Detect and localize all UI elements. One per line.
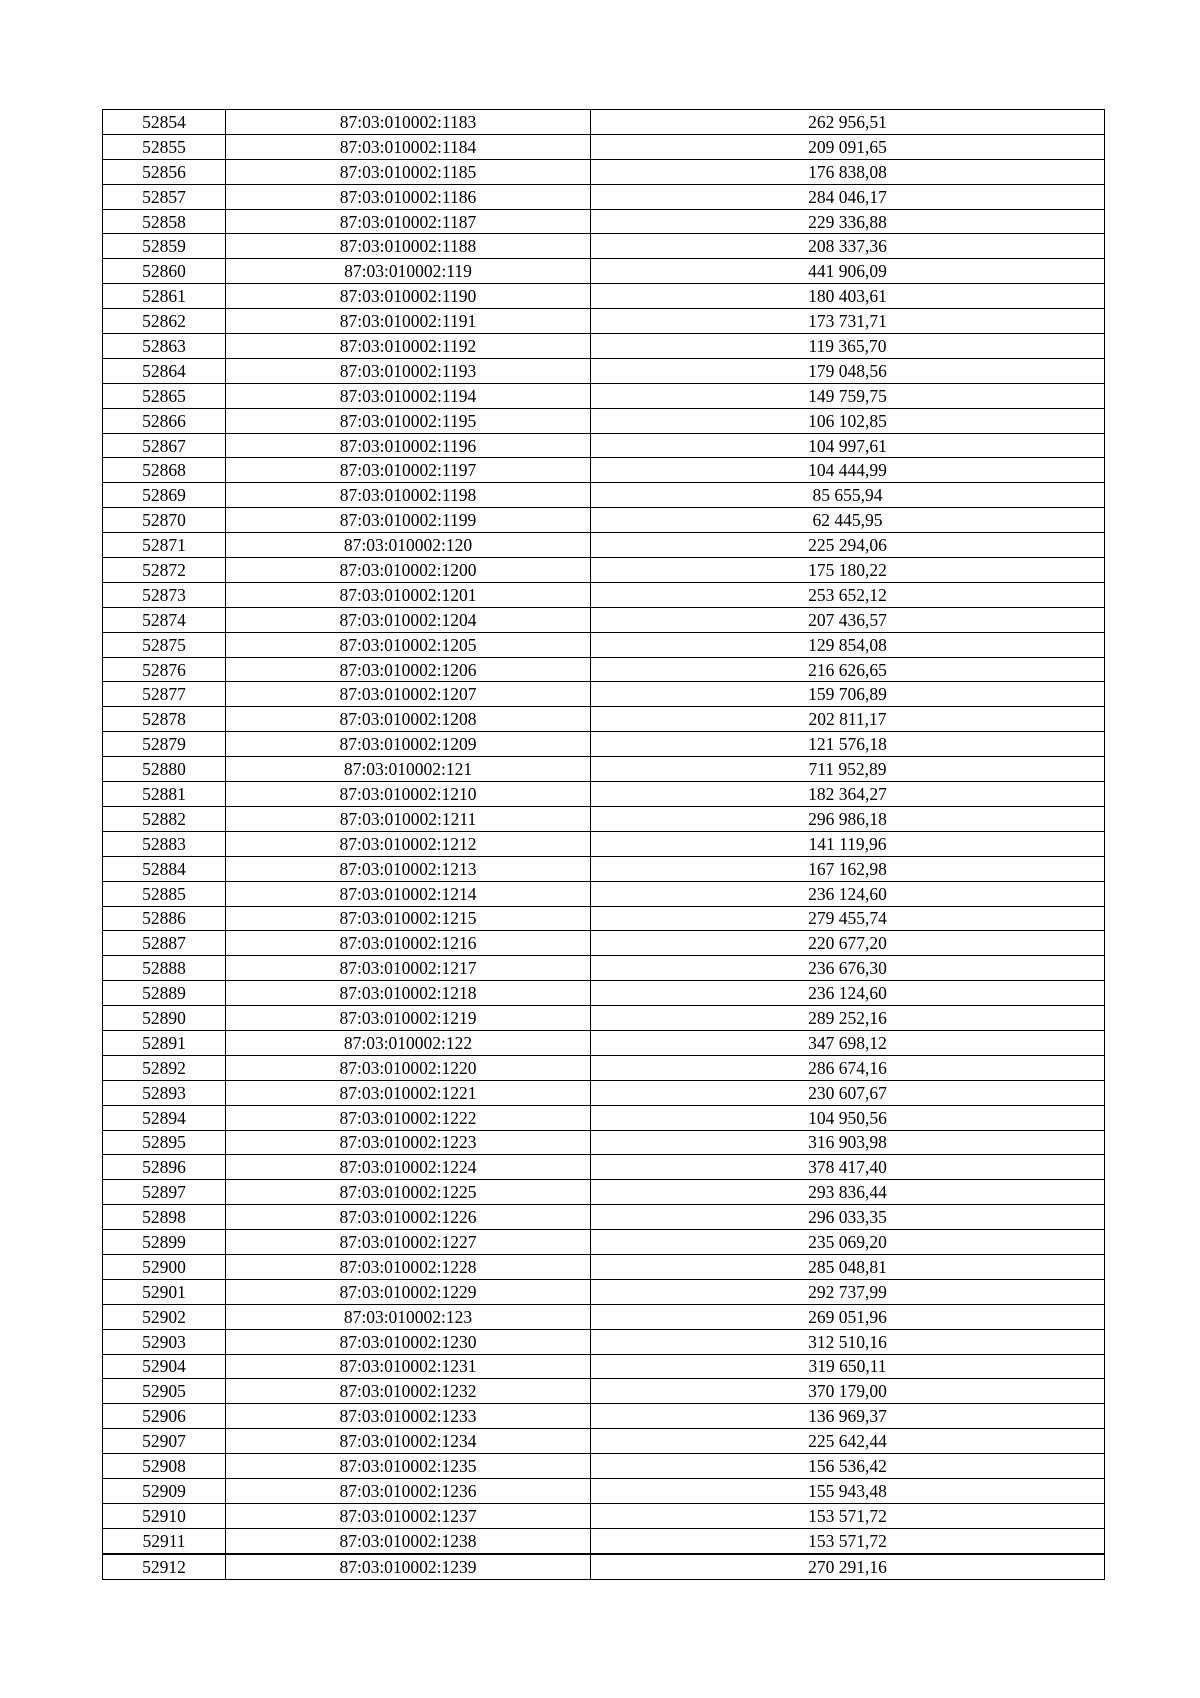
row-number-cell: 52868 <box>103 458 226 483</box>
row-number-cell: 52889 <box>103 981 226 1006</box>
row-number-cell: 52896 <box>103 1155 226 1180</box>
table-row <box>103 1180 1105 1205</box>
table-row <box>103 558 1105 583</box>
cadastral-number-cell: 87:03:010002:1201 <box>226 582 591 607</box>
cadastral-number-cell: 87:03:010002:1210 <box>226 782 591 807</box>
value-cell: 167 162,98 <box>591 856 1105 881</box>
table-row <box>103 1478 1105 1503</box>
cadastral-number-cell: 87:03:010002:1207 <box>226 682 591 707</box>
table-row <box>103 806 1105 831</box>
table-row <box>103 533 1105 558</box>
row-number-cell: 52903 <box>103 1329 226 1354</box>
table-row <box>103 284 1105 309</box>
value-cell: 85 655,94 <box>591 483 1105 508</box>
row-number-cell: 52894 <box>103 1105 226 1130</box>
row-number-cell: 52864 <box>103 358 226 383</box>
value-cell: 156 536,42 <box>591 1454 1105 1479</box>
cadastral-number-cell: 87:03:010002:1236 <box>226 1478 591 1503</box>
row-number-cell: 52857 <box>103 184 226 209</box>
value-cell: 106 102,85 <box>591 408 1105 433</box>
table-row <box>103 931 1105 956</box>
row-number-cell: 52899 <box>103 1230 226 1255</box>
row-number-cell: 52862 <box>103 309 226 334</box>
table-row <box>103 1329 1105 1354</box>
row-number-cell: 52879 <box>103 732 226 757</box>
value-cell: 296 986,18 <box>591 806 1105 831</box>
row-number-cell: 52912 <box>103 1554 226 1579</box>
cadastral-number-cell: 87:03:010002:1205 <box>226 632 591 657</box>
row-number-cell: 52871 <box>103 533 226 558</box>
cadastral-number-cell: 87:03:010002:1208 <box>226 707 591 732</box>
row-number-cell: 52872 <box>103 558 226 583</box>
value-cell: 289 252,16 <box>591 1006 1105 1031</box>
row-number-cell: 52885 <box>103 881 226 906</box>
table-row <box>103 607 1105 632</box>
table-row <box>103 782 1105 807</box>
value-cell: 312 510,16 <box>591 1329 1105 1354</box>
cadastral-number-cell: 87:03:010002:1225 <box>226 1180 591 1205</box>
value-cell: 159 706,89 <box>591 682 1105 707</box>
row-number-cell: 52870 <box>103 508 226 533</box>
table-row <box>103 433 1105 458</box>
table-row <box>103 1254 1105 1279</box>
row-number-cell: 52866 <box>103 408 226 433</box>
cadastral-number-cell: 87:03:010002:1206 <box>226 657 591 682</box>
row-number-cell: 52882 <box>103 806 226 831</box>
cadastral-number-cell: 87:03:010002:1224 <box>226 1155 591 1180</box>
table-row <box>103 458 1105 483</box>
value-cell: 119 365,70 <box>591 334 1105 359</box>
row-number-cell: 52897 <box>103 1180 226 1205</box>
cadastral-number-cell: 87:03:010002:1209 <box>226 732 591 757</box>
cadastral-number-cell: 87:03:010002:1195 <box>226 408 591 433</box>
row-number-cell: 52865 <box>103 383 226 408</box>
cadastral-number-cell: 87:03:010002:1232 <box>226 1379 591 1404</box>
table-row <box>103 508 1105 533</box>
table-row <box>103 1503 1105 1528</box>
value-cell: 292 737,99 <box>591 1279 1105 1304</box>
value-cell: 216 626,65 <box>591 657 1105 682</box>
cadastral-number-cell: 87:03:010002:120 <box>226 533 591 558</box>
table-row <box>103 1304 1105 1329</box>
value-cell: 235 069,20 <box>591 1230 1105 1255</box>
cadastral-number-cell: 87:03:010002:1223 <box>226 1130 591 1155</box>
cadastral-number-cell: 87:03:010002:1185 <box>226 159 591 184</box>
value-cell: 284 046,17 <box>591 184 1105 209</box>
cadastral-number-cell: 87:03:010002:1183 <box>226 110 591 135</box>
table-row <box>103 259 1105 284</box>
table-row <box>103 956 1105 981</box>
table-row <box>103 856 1105 881</box>
value-cell: 202 811,17 <box>591 707 1105 732</box>
table-row <box>103 1130 1105 1155</box>
row-number-cell: 52859 <box>103 234 226 259</box>
row-number-cell: 52874 <box>103 607 226 632</box>
value-cell: 208 337,36 <box>591 234 1105 259</box>
cadastral-number-cell: 87:03:010002:1219 <box>226 1006 591 1031</box>
cadastral-number-cell: 87:03:010002:1231 <box>226 1354 591 1379</box>
table-row <box>103 1030 1105 1055</box>
row-number-cell: 52876 <box>103 657 226 682</box>
value-cell: 285 048,81 <box>591 1254 1105 1279</box>
row-number-cell: 52856 <box>103 159 226 184</box>
row-number-cell: 52854 <box>103 110 226 135</box>
row-number-cell: 52904 <box>103 1354 226 1379</box>
table-row <box>103 209 1105 234</box>
row-number-cell: 52860 <box>103 259 226 284</box>
cadastral-value-table <box>102 109 1105 1580</box>
row-number-cell: 52873 <box>103 582 226 607</box>
table-row <box>103 159 1105 184</box>
row-number-cell: 52861 <box>103 284 226 309</box>
value-cell: 279 455,74 <box>591 906 1105 931</box>
row-number-cell: 52902 <box>103 1304 226 1329</box>
row-number-cell: 52877 <box>103 682 226 707</box>
value-cell: 176 838,08 <box>591 159 1105 184</box>
table-row <box>103 1080 1105 1105</box>
row-number-cell: 52878 <box>103 707 226 732</box>
value-cell: 370 179,00 <box>591 1379 1105 1404</box>
cadastral-number-cell: 87:03:010002:1230 <box>226 1329 591 1354</box>
row-number-cell: 52890 <box>103 1006 226 1031</box>
row-number-cell: 52887 <box>103 931 226 956</box>
value-cell: 175 180,22 <box>591 558 1105 583</box>
value-cell: 141 119,96 <box>591 831 1105 856</box>
cadastral-number-cell: 87:03:010002:1238 <box>226 1528 591 1553</box>
table-row <box>103 831 1105 856</box>
table-row <box>103 383 1105 408</box>
value-cell: 182 364,27 <box>591 782 1105 807</box>
cadastral-number-cell: 87:03:010002:122 <box>226 1030 591 1055</box>
table-row <box>103 1354 1105 1379</box>
value-cell: 153 571,72 <box>591 1503 1105 1528</box>
table-row <box>103 657 1105 682</box>
cadastral-number-cell: 87:03:010002:1197 <box>226 458 591 483</box>
table-row <box>103 981 1105 1006</box>
value-cell: 62 445,95 <box>591 508 1105 533</box>
table-row <box>103 483 1105 508</box>
cadastral-number-cell: 87:03:010002:1216 <box>226 931 591 956</box>
row-number-cell: 52881 <box>103 782 226 807</box>
value-cell: 347 698,12 <box>591 1030 1105 1055</box>
cadastral-number-cell: 87:03:010002:119 <box>226 259 591 284</box>
table-row <box>103 1055 1105 1080</box>
table-row <box>103 1454 1105 1479</box>
cadastral-number-cell: 87:03:010002:1234 <box>226 1429 591 1454</box>
table-row <box>103 632 1105 657</box>
cadastral-number-cell: 87:03:010002:1190 <box>226 284 591 309</box>
row-number-cell: 52908 <box>103 1454 226 1479</box>
cadastral-number-cell: 87:03:010002:1218 <box>226 981 591 1006</box>
value-cell: 316 903,98 <box>591 1130 1105 1155</box>
value-cell: 209 091,65 <box>591 134 1105 159</box>
row-number-cell: 52901 <box>103 1279 226 1304</box>
table-row <box>103 1006 1105 1031</box>
value-cell: 262 956,51 <box>591 110 1105 135</box>
table-row <box>103 110 1105 135</box>
value-cell: 129 854,08 <box>591 632 1105 657</box>
table-body <box>103 110 1105 1580</box>
value-cell: 236 676,30 <box>591 956 1105 981</box>
cadastral-number-cell: 87:03:010002:1237 <box>226 1503 591 1528</box>
cadastral-number-cell: 87:03:010002:1221 <box>226 1080 591 1105</box>
cadastral-number-cell: 87:03:010002:1193 <box>226 358 591 383</box>
table-row <box>103 757 1105 782</box>
cadastral-number-cell: 87:03:010002:1220 <box>226 1055 591 1080</box>
table-row <box>103 134 1105 159</box>
value-cell: 136 969,37 <box>591 1404 1105 1429</box>
value-cell: 149 759,75 <box>591 383 1105 408</box>
value-cell: 173 731,71 <box>591 309 1105 334</box>
value-cell: 121 576,18 <box>591 732 1105 757</box>
table-row <box>103 1230 1105 1255</box>
table-row <box>103 582 1105 607</box>
table-row <box>103 1155 1105 1180</box>
cadastral-number-cell: 87:03:010002:1186 <box>226 184 591 209</box>
cadastral-number-cell: 87:03:010002:1212 <box>226 831 591 856</box>
table-row <box>103 1429 1105 1454</box>
row-number-cell: 52886 <box>103 906 226 931</box>
row-number-cell: 52855 <box>103 134 226 159</box>
cadastral-number-cell: 87:03:010002:1198 <box>226 483 591 508</box>
table-row <box>103 707 1105 732</box>
cadastral-number-cell: 87:03:010002:1229 <box>226 1279 591 1304</box>
table-row <box>103 408 1105 433</box>
row-number-cell: 52900 <box>103 1254 226 1279</box>
cadastral-number-cell: 87:03:010002:1227 <box>226 1230 591 1255</box>
cadastral-number-cell: 87:03:010002:1204 <box>226 607 591 632</box>
value-cell: 220 677,20 <box>591 931 1105 956</box>
cadastral-number-cell: 87:03:010002:1191 <box>226 309 591 334</box>
value-cell: 180 403,61 <box>591 284 1105 309</box>
value-cell: 225 294,06 <box>591 533 1105 558</box>
cadastral-number-cell: 87:03:010002:1217 <box>226 956 591 981</box>
value-cell: 286 674,16 <box>591 1055 1105 1080</box>
table-row <box>103 1528 1105 1553</box>
value-cell: 236 124,60 <box>591 881 1105 906</box>
value-cell: 270 291,16 <box>591 1554 1105 1579</box>
value-cell: 104 997,61 <box>591 433 1105 458</box>
row-number-cell: 52911 <box>103 1528 226 1553</box>
row-number-cell: 52893 <box>103 1080 226 1105</box>
value-cell: 441 906,09 <box>591 259 1105 284</box>
row-number-cell: 52891 <box>103 1030 226 1055</box>
cadastral-number-cell: 87:03:010002:1200 <box>226 558 591 583</box>
value-cell: 225 642,44 <box>591 1429 1105 1454</box>
row-number-cell: 52909 <box>103 1478 226 1503</box>
cadastral-number-cell: 87:03:010002:1199 <box>226 508 591 533</box>
cadastral-number-cell: 87:03:010002:121 <box>226 757 591 782</box>
cadastral-number-cell: 87:03:010002:1187 <box>226 209 591 234</box>
cadastral-number-cell: 87:03:010002:1222 <box>226 1105 591 1130</box>
row-number-cell: 52875 <box>103 632 226 657</box>
value-cell: 236 124,60 <box>591 981 1105 1006</box>
value-cell: 296 033,35 <box>591 1205 1105 1230</box>
row-number-cell: 52905 <box>103 1379 226 1404</box>
value-cell: 269 051,96 <box>591 1304 1105 1329</box>
row-number-cell: 52880 <box>103 757 226 782</box>
table-row <box>103 309 1105 334</box>
table-row <box>103 906 1105 931</box>
row-number-cell: 52907 <box>103 1429 226 1454</box>
cadastral-number-cell: 87:03:010002:1211 <box>226 806 591 831</box>
row-number-cell: 52895 <box>103 1130 226 1155</box>
row-number-cell: 52892 <box>103 1055 226 1080</box>
row-number-cell: 52867 <box>103 433 226 458</box>
cadastral-number-cell: 87:03:010002:123 <box>226 1304 591 1329</box>
cadastral-number-cell: 87:03:010002:1196 <box>226 433 591 458</box>
row-number-cell: 52888 <box>103 956 226 981</box>
table-row <box>103 1554 1105 1579</box>
cadastral-number-cell: 87:03:010002:1228 <box>226 1254 591 1279</box>
table-row <box>103 358 1105 383</box>
row-number-cell: 52858 <box>103 209 226 234</box>
value-cell: 319 650,11 <box>591 1354 1105 1379</box>
table-row <box>103 184 1105 209</box>
row-number-cell: 52869 <box>103 483 226 508</box>
table-row <box>103 682 1105 707</box>
row-number-cell: 52863 <box>103 334 226 359</box>
value-cell: 230 607,67 <box>591 1080 1105 1105</box>
cadastral-number-cell: 87:03:010002:1235 <box>226 1454 591 1479</box>
value-cell: 155 943,48 <box>591 1478 1105 1503</box>
table-row <box>103 334 1105 359</box>
cadastral-number-cell: 87:03:010002:1215 <box>226 906 591 931</box>
table-row <box>103 1105 1105 1130</box>
value-cell: 153 571,72 <box>591 1528 1105 1553</box>
row-number-cell: 52884 <box>103 856 226 881</box>
cadastral-number-cell: 87:03:010002:1213 <box>226 856 591 881</box>
table-row <box>103 732 1105 757</box>
row-number-cell: 52906 <box>103 1404 226 1429</box>
table-row <box>103 1404 1105 1429</box>
cadastral-number-cell: 87:03:010002:1194 <box>226 383 591 408</box>
value-cell: 229 336,88 <box>591 209 1105 234</box>
table-row <box>103 1379 1105 1404</box>
cadastral-number-cell: 87:03:010002:1214 <box>226 881 591 906</box>
value-cell: 104 950,56 <box>591 1105 1105 1130</box>
cadastral-number-cell: 87:03:010002:1184 <box>226 134 591 159</box>
value-cell: 378 417,40 <box>591 1155 1105 1180</box>
row-number-cell: 52898 <box>103 1205 226 1230</box>
row-number-cell: 52883 <box>103 831 226 856</box>
table-row <box>103 881 1105 906</box>
value-cell: 711 952,89 <box>591 757 1105 782</box>
value-cell: 104 444,99 <box>591 458 1105 483</box>
table-row <box>103 234 1105 259</box>
row-number-cell: 52910 <box>103 1503 226 1528</box>
value-cell: 253 652,12 <box>591 582 1105 607</box>
cadastral-number-cell: 87:03:010002:1192 <box>226 334 591 359</box>
value-cell: 179 048,56 <box>591 358 1105 383</box>
cadastral-number-cell: 87:03:010002:1226 <box>226 1205 591 1230</box>
value-cell: 293 836,44 <box>591 1180 1105 1205</box>
table-row <box>103 1279 1105 1304</box>
table-row <box>103 1205 1105 1230</box>
cadastral-number-cell: 87:03:010002:1233 <box>226 1404 591 1429</box>
cadastral-number-cell: 87:03:010002:1188 <box>226 234 591 259</box>
value-cell: 207 436,57 <box>591 607 1105 632</box>
cadastral-number-cell: 87:03:010002:1239 <box>226 1554 591 1579</box>
